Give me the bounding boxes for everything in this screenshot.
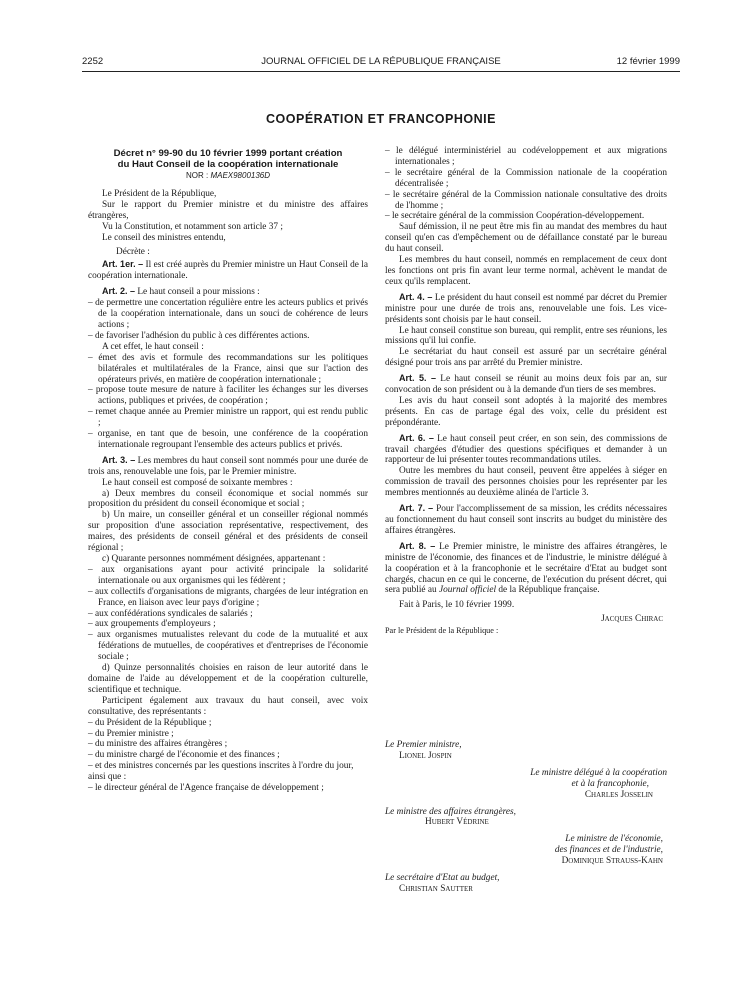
eco-name: Dominique Strauss-Kahn [561,856,663,867]
preamble-line: Le Président de la République, [102,189,217,199]
decree-title-line1: Décret n° 99-90 du 10 février 1999 portant création [113,148,343,159]
list-item: – le secrétaire général de la commission Coopération-développement. [385,211,645,222]
paragraph: Les avis du haut conseil sont adoptés à la majorité des membres présents. En cas de partage égal des voix, celle du président est prépondérante. [385,395,667,428]
nor-code: MAEX9800136D [210,171,271,180]
list-item: – aux confédérations syndicales de salariés ; [88,608,253,619]
preamble-line: Sur le rapport du Premier ministre et du ministre des affaires étrangères, [88,199,368,221]
journal-title: JOURNAL OFFICIEL DE LA RÉPUBLIQUE FRANÇAISE [261,56,501,67]
article-label: Art. 7. – [399,503,434,514]
article-text: de la République française. [498,585,600,596]
signature-block [385,740,667,895]
article-label: Art. 6. – [399,432,434,443]
paragraph: a) Deux membres du conseil économique et social nommés sur proposition du président du conseil économique et social ; [88,488,368,510]
article-text: Le haut conseil se réunit au moins deux fois par an, sur convocation de son président ou à la demande d'un tiers de ses membres. [385,374,668,396]
article-label: Art. 5. – [399,373,436,384]
list-item: – et des ministres concernés par les questions inscrites à l'ordre du jour, [88,761,354,772]
decree-title-line2: du Haut Conseil de la coopération internationale [117,159,339,170]
nor-reference [88,170,368,182]
par-le-president: Par le Président de la République : [385,626,499,636]
left-column [88,148,368,794]
pm-name: Lionel Jospin [399,750,452,761]
issue-date: 12 février 1999 [616,56,680,67]
paragraph: c) Quarante personnes nommément désignées, appartenant : [102,554,326,564]
paragraph: Les membres du haut conseil, nommés en remplacement de ceux dont les fonctions ont pris fin avant leur terme normal, achèvent le mandat de ceux qu'ils remplacent. [385,255,667,287]
article-label: Art. 3. – [102,454,136,465]
coop-title-1: Le ministre délégué à la coopération [530,767,667,778]
article-label: Art. 4. – [399,291,433,302]
article-text: Le Premier ministre, le ministre des affaires étrangères, le ministre de l'économie, des finances et de l'industrie, le ministre délégué à la coopération et à la francophonie et le secrétaire d'Etat au budget sont chargés, chacun en ce qui le concerne, de l'exécution du présent décret, qui sera publié au [385,541,667,596]
article-text: Pour l'accomplissement de sa mission, les crédits nécessaires au fonctionnement du haut conseil sont inscrits au budget du ministère des affaires étrangères. [385,504,668,536]
paragraph: Le secrétariat du haut conseil est assuré par un secrétaire général désigné pour trois ans par arrêté du Premier ministre. [385,347,667,369]
article-label: Art. 2. – [102,286,136,297]
article-text: Le haut conseil a pour missions : [137,287,260,298]
article-text: Le haut conseil peut créer, en son sein, des commissions de travail chargées d'étudier des questions spécifiques et demander à un rapporteur de lui présenter toutes recommandations utiles. [385,433,667,466]
eco-title-2: des finances et de l'industrie, [554,845,663,856]
list-item: – le délégué interministériel au codéveloppement et aux migrations internationales ; [385,146,667,167]
list-item: – de permettre une concertation régulière entre les acteurs publics et privés de la coopération internationale, dans un souci de cohérence de leurs actions ; [88,298,368,330]
ae-title: Le ministre des affaires étrangères, [385,806,516,817]
article-label: Art. 8. – [399,540,436,551]
decrete: Décrète : [116,246,150,257]
paragraph: Le haut conseil est composé de soixante membres : [102,477,293,488]
section-title: COOPÉRATION ET FRANCOPHONIE [266,112,496,126]
preamble-line: Le conseil des ministres entendu, [102,232,226,243]
list-item: – aux collectifs d'organisations de migrants, chargées de leur intégration en France, en liaison avec leur pays d'origine ; [88,586,368,608]
paragraph: A cet effet, le haut conseil : [102,341,204,352]
article-1 [88,259,368,282]
article-text: Le président du haut conseil est nommé par décret du Premier ministre pour une durée de trois ans, renouvelable une fois. Les vice-présidents sont choisis par le haut conseil. [385,292,668,325]
list-item: – du Président de la République ; [88,717,212,728]
article-7 [385,503,667,537]
list-item: – aux organisations ayant pour activité principale la solidarité internationale ou aux organismes qui les fédèrent ; [88,564,368,586]
list-item: – aux groupements d'employeurs ; [88,619,216,630]
budget-title: Le secrétaire d'Etat au budget, [385,873,500,884]
page-number: 2252 [82,56,104,67]
eco-title-1: Le ministre de l'économie, [565,834,663,845]
nor-label: NOR : [185,171,209,180]
list-item: – émet des avis et formule des recommandations sur les politiques bilatérales et multilatérales de la France, ainsi que sur l'action des opérateurs privés, en matière de coopération internationale ; [88,352,368,385]
signatures [385,614,667,637]
list-item: – le directeur général de l'Agence française de développement ; [88,783,324,794]
article-8 [385,541,667,597]
article-text: Les membres du haut conseil sont nommés pour une durée de trois ans, renouvelable une fois, par le Premier ministre. [88,455,368,477]
fait-a-paris: Fait à Paris, le 10 février 1999. [399,600,515,611]
header-rule [82,71,680,72]
preamble-line: Vu la Constitution, et notamment son article 37 ; [102,221,283,232]
list-item: – propose toute mesure de nature à faciliter les échanges sur les diverses actions, publiques et privées, de coopération ; [88,385,368,407]
list-item: – le secrétaire général de la Commission nationale de la coopération décentralisée ; [385,167,667,189]
list-item: – du ministre chargé de l'économie et des finances ; [88,750,280,761]
article-text: Il est créé auprès du Premier ministre un Haut Conseil de la coopération internationale. [88,260,368,282]
paragraph: Outre les membres du haut conseil, peuvent être appelées à siéger en commission de travail des personnes choisies pour les représenter par les membres mentionnés au deuxième alinéa de l'article 3. [385,466,667,499]
page-header [82,56,680,70]
article-3 [88,455,368,478]
article-2 [88,286,368,298]
article-label: Art. 1er. – [102,259,144,270]
paragraph: Participent également aux travaux du haut conseil, avec voix consultative, des représentants : [88,695,368,717]
list-item: – organise, en tant que de besoin, une conférence de la coopération internationale regroupant l'ensemble des acteurs publics et privés. [88,429,368,450]
budget-name: Christian Sautter [399,883,473,894]
paragraph: d) Quinze personnalités choisies en raison de leur autorité dans le domaine de l'aide au développement et de la coopération culturelle, scientifique et technique. [88,663,368,695]
article-4 [385,292,667,326]
paragraph: ainsi que : [88,772,127,783]
list-item: – aux organismes mutualistes relevant du code de la mutualité et aux fédérations de mutuelles, de coopératives et d'entreprises de l'économie sociale ; [88,630,368,663]
list-item: – du Premier ministre ; [88,728,174,739]
list-item: – remet chaque année au Premier ministre un rapport, qui est rendu public ; [88,407,368,429]
ae-name: Hubert Védrine [425,817,489,828]
list-item: – du ministre des affaires étrangères ; [88,739,228,750]
coop-title-2: et à la francophonie, [571,778,649,789]
list-item: – de favoriser l'adhésion du public à ces différentes actions. [88,330,310,341]
paragraph: Sauf démission, il ne peut être mis fin au mandat des membres du haut conseil qu'en cas d'empêchement ou de défaillance constaté par le bureau du haut conseil. [385,222,667,255]
paragraph: b) Un maire, un conseiller général et un conseiller régional nommés sur proposition d'une association représentative, respectivement, des maires, des présidents de conseil général et des présidents de conseil régional ; [88,510,368,554]
list-item: – le secrétaire général de la Commission nationale consultative des droits de l'homme ; [385,189,667,211]
article-5 [385,373,667,396]
journal-officiel-ref: Journal officiel [438,585,497,596]
signature-president: Jacques Chirac [601,614,663,625]
coop-name: Charles Josselin [584,789,653,800]
paragraph: Le haut conseil constitue son bureau, qui remplit, entre ses réunions, les missions qu'il lui confie. [385,325,667,347]
right-column [385,146,667,637]
article-6 [385,433,667,467]
pm-title: Le Premier ministre, [385,740,462,750]
